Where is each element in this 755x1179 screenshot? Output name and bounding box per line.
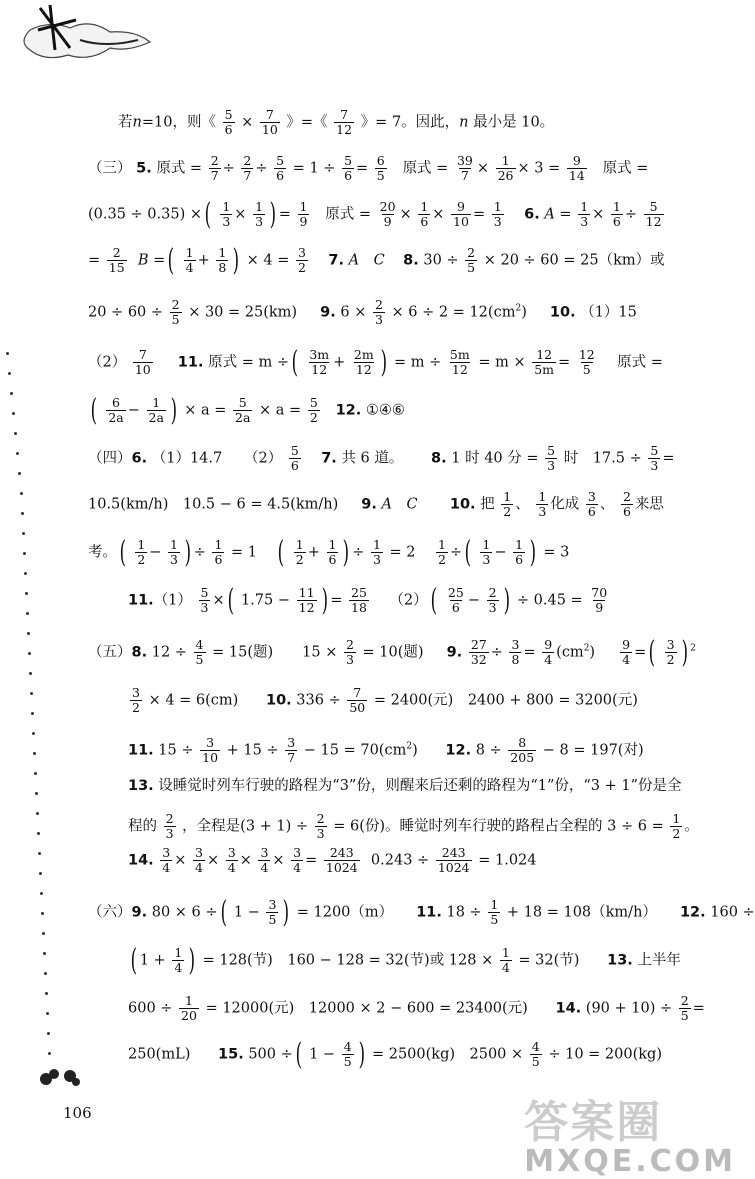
answer-line-20: 600 ÷ $\frac{1}{20}$ = 12000(元) 12000 × 2 − 600 = 23400(元) 14. (90 + 10) ÷ $\frac{2}{5}$ = xyxy=(128,993,705,1023)
watermark-top: 答案圈 xyxy=(524,1097,663,1148)
answer-line-15: 13. 设睡觉时列车行驶的路程为“3”份，则醒来后还剩的路程为“1”份，“3 + 1”份是全 xyxy=(128,778,682,794)
answer-line-10: 考。( $\frac{1}{2}$ − $\frac{1}{3}$ ) ÷ $\frac{1}{6}$ = 1 ( $\frac{1}{2}$ + $\frac{1}{6}$ ) ÷ $\frac{1}{3}$ = 2 $\frac{1}{2}$ ÷( $\frac{1}{3}$ − $\frac{1}{6}$ ) = 3 xyxy=(88,534,570,570)
answer-line-19: ( 1 + $\frac{1}{4}$ ) = 128(节) 160 − 128 = 32(节)或 128 × $\frac{1}{4}$ = 32(节) 13. 上半年 xyxy=(130,942,681,978)
kite-cloud-decoration xyxy=(10,0,160,80)
answer-line-14: 11. 15 ÷ $\frac{3}{10}$ + 15 ÷ $\frac{3}{7}$ − $15 = 70(cm^2)$ 12. 8 ÷ $\frac{8}{205}$ − 8 = 197(对) xyxy=(128,735,644,765)
answer-line-13: $\frac{3}{2}$ × 4 = 6(cm) 10. 336 ÷ $\frac{7}{50}$ = 2400(元) 2400 + 800 = 3200(元) xyxy=(132,685,638,715)
answer-line-2: （三） 5. 原式 = $\frac{2}{7}$ ÷ $\frac{2}{7}$ ÷ $\frac{5}{6}$ = 1 ÷ $\frac{5}{6}$ = $\frac{6}{5}$ 原式 = $\frac{39}{7}$ × $\frac{1}{26}$ × 3 = $\frac{9}{14}$ 原式 = xyxy=(88,153,649,183)
answer-line-12: （五）8. 12 ÷ $\frac{4}{5}$ = 15(题) 15 × $\frac{2}{3}$ = 10(题) 9. $\frac{27}{32}$ ÷ $\frac{3}{8}$ = $\frac{9}{4}$ $(cm^2)$ $\frac{9}{4}$ =( $\frac{3}{2}$ ) $^2$ xyxy=(88,634,696,670)
answer-line-18: （六）9. 80 × 6 ÷( 1 − $\frac{3}{5}$ ) = 1200（m） 11. 18 ÷ $\frac{1}{5}$ + 18 = 108（km/h） 12. 160 ÷ xyxy=(88,894,755,930)
answer-line-6: （2） $\frac{7}{10}$ 11. 原式 = m ÷( $\frac{3m}{12}$ + $\frac{2m}{12}$ ) = m ÷ $\frac{5m}{12}$ = m × $\frac{12}{5m}$ = $\frac{12}{5}$ 原式 = xyxy=(88,344,663,380)
watermark xyxy=(524,1086,736,1179)
answer-line-16: 程的 $\frac{2}{3}$ ，全程是(3 + 1) ÷ $\frac{2}{3}$ = 6(份)。睡觉时列车行驶的路程占全程的 3 ÷ 6 = $\frac{1}{2}$ 。 xyxy=(128,811,699,841)
watermark-bottom: MXQE.COM xyxy=(524,1144,736,1179)
answer-line-4: = $\frac{2}{15}$ B =( $\frac{1}{4}$ + $\frac{1}{8}$ ) × 4 = $\frac{3}{2}$ 7. A C 8. 30 ÷ $\frac{2}{5}$ × 20 ÷ 60 = 25（km）或 xyxy=(88,242,665,278)
answer-line-17: 14. $\frac{3}{4}$ × $\frac{3}{4}$ × $\frac{3}{4}$ × $\frac{3}{4}$ × $\frac{3}{4}$ = $\frac{243}{1024}$ 0.243 ÷ $\frac{243}{1024}$ = 1.024 xyxy=(128,845,537,875)
answer-line-7: ( $\frac{6}{2a}$ − $\frac{1}{2a}$ ) × a = $\frac{5}{2a}$ × a = $\frac{5}{2}$ 12. ①④⑥ xyxy=(90,392,405,428)
answer-line-21: 250(mL) 15. 500 ÷( 1 − $\frac{4}{5}$ ) = 2500(kg) 2500 × $\frac{4}{5}$ ÷ 10 = 200(kg) xyxy=(128,1036,662,1072)
answer-line-11: 11.（1） $\frac{5}{3}$ ×( 1.75 − $\frac{11}{12}$ ) = $\frac{25}{18}$ （2）( $\frac{25}{6}$ − $\frac{2}{3}$ ) ÷ 0.45 = $\frac{70}{9}$ xyxy=(128,582,608,618)
answer-line-1: 若n=10，则《 $\frac{5}{6}$ × $\frac{7}{10}$ 》=《 $\frac{7}{12}$ 》= 7。因此，n 最小是 10。 xyxy=(118,107,555,137)
answer-line-8: （四）6. （1）14.7 （2） $\frac{5}{6}$ 7. 共 6 道。 8. 1 时 40 分 = $\frac{5}{3}$ 时 17.5 ÷ $\frac{5}{3}$ = xyxy=(88,443,675,473)
answer-line-9: 10.5(km/h) 10.5 − 6 = 4.5(km/h) 9. A C 10. 把 $\frac{1}{2}$ 、 $\frac{1}{3}$ 化成 $\frac{3}{6}$ 、 $\frac{2}{6}$ 来思 xyxy=(88,489,664,519)
answer-line-5: 20 ÷ 60 ÷ $\frac{2}{5}$ × 30 = 25(km) 9. 6 × $\frac{2}{3}$ × $6 \div 2 = 12(cm^2)$ 10. （1）15 xyxy=(88,297,637,327)
answer-line-3: (0.35 ÷ 0.35) ×( $\frac{1}{3}$ × $\frac{1}{3}$ ) = $\frac{1}{9}$ 原式 = $\frac{20}{9}$ × $\frac{1}{6}$ × $\frac{9}{10}$ = $\frac{1}{3}$ 6. A = $\frac{1}{3}$ × $\frac{1}{6}$ ÷ $\frac{5}{12}$ xyxy=(88,196,662,232)
flower-decoration xyxy=(36,1064,86,1094)
page-number: 106 xyxy=(63,1104,92,1122)
